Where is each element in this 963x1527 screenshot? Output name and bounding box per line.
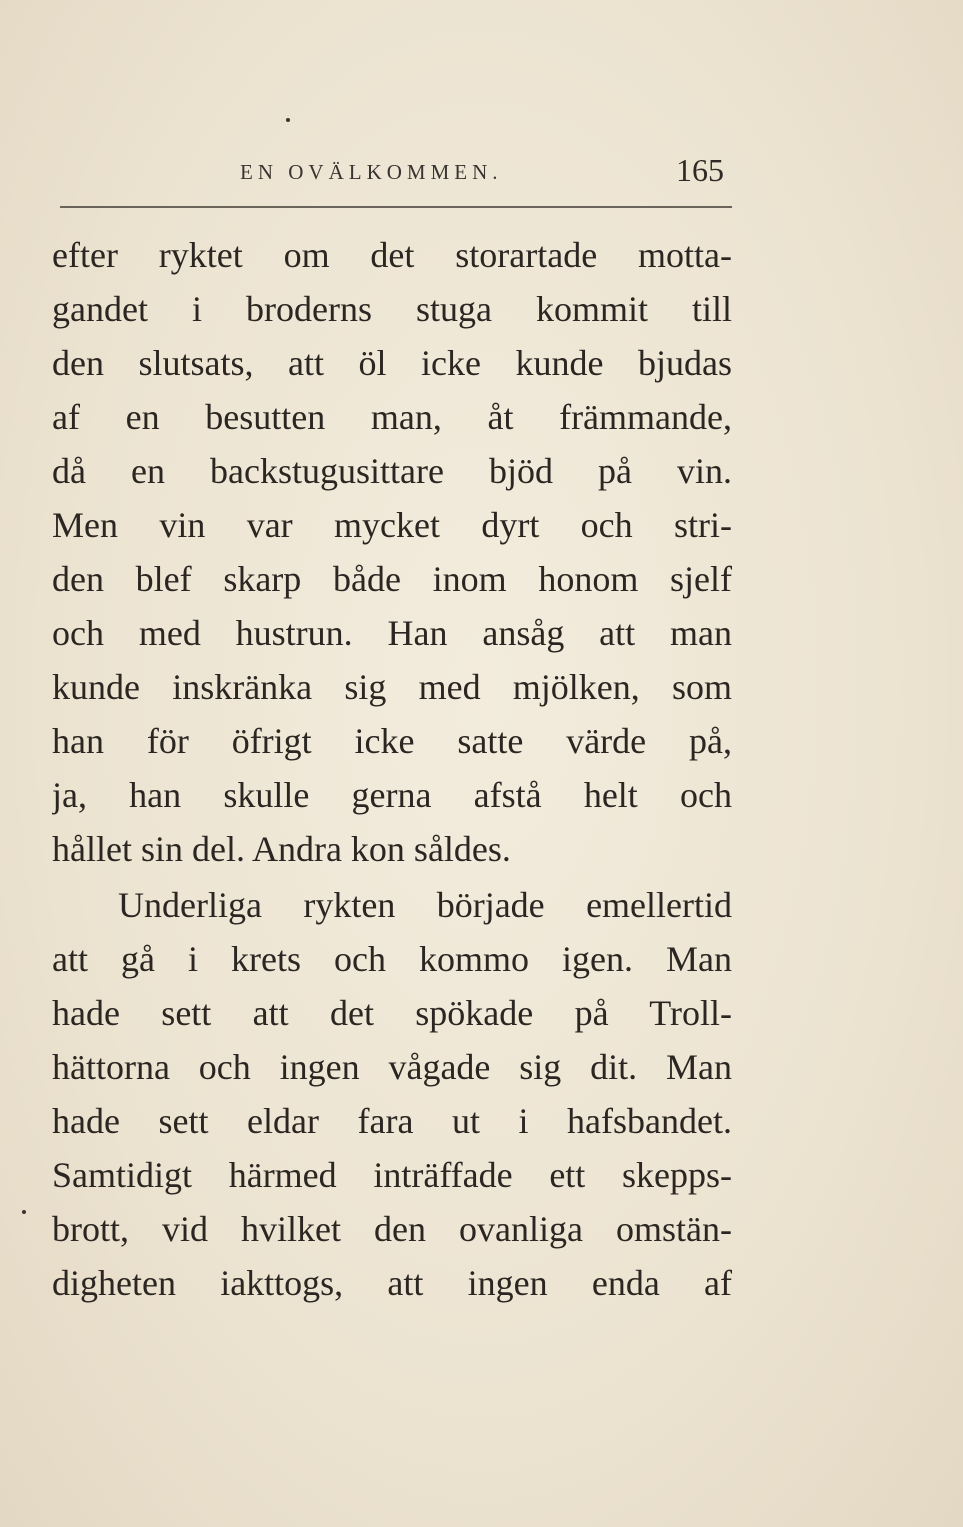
header-rule [60,206,732,208]
text-line: digheten iakttogs, att ingen enda af [52,1263,732,1303]
text-line: ja, han skulle gerna afstå helt och [52,775,732,815]
text-line: den blef skarp både inom honom sjelf [52,559,732,599]
text-line: hade sett att det spökade på Troll- [52,993,732,1033]
text-line: och med hustrun. Han ansåg att man [52,613,732,653]
text-line: Samtidigt härmed inträffade ett skepps- [52,1155,732,1195]
text-line: han för öfrigt icke satte värde på, [52,721,732,761]
ink-speck [22,1210,26,1214]
text-line: att gå i krets och kommo igen. Man [52,939,732,979]
text-line: Men vin var mycket dyrt och stri- [52,505,732,545]
text-line: efter ryktet om det storartade motta- [52,235,732,275]
running-title: EN OVÄLKOMMEN. [240,160,503,184]
text-line: hållet sin del. Andra kon såldes. [52,829,511,869]
page-number: 165 [676,152,724,188]
text-line: kunde inskränka sig med mjölken, som [52,667,732,707]
ink-speck [286,118,290,122]
text-line: hade sett eldar fara ut i hafsbandet. [52,1101,732,1141]
text-line: då en backstugusittare bjöd på vin. [52,451,732,491]
text-line: den slutsats, att öl icke kunde bjudas [52,343,732,383]
text-line: brott, vid hvilket den ovanliga omstän- [52,1209,732,1249]
text-line: hättorna och ingen vågade sig dit. Man [52,1047,732,1087]
text-line: gandet i broderns stuga kommit till [52,289,732,329]
text-line: Underliga rykten började emellertid [118,885,732,925]
text-line: af en besutten man, åt främmande, [52,397,732,437]
body-text [52,228,732,1310]
